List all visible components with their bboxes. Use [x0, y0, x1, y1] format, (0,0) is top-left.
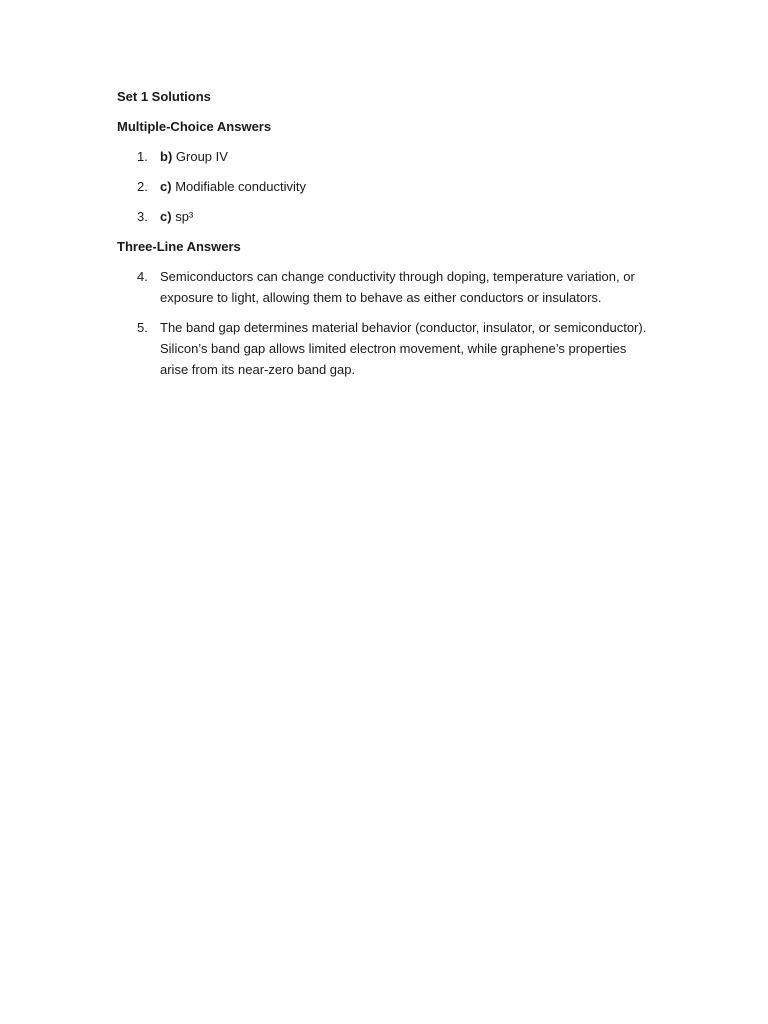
answer-text: Modifiable conductivity: [175, 179, 306, 194]
answer-option: b): [160, 149, 173, 164]
mc-heading: Multiple-Choice Answers: [117, 119, 272, 134]
item-number: 5.: [137, 320, 148, 335]
answer-text: sp³: [175, 209, 194, 224]
answer-text: The band gap determines material behavior (conductor, insulator, or semiconductor). Silicon’s band gap allows limited electron movement, while graphene’s properties arise from its near-zero band gap.: [160, 320, 647, 377]
mc-answer-item: [117, 146, 657, 167]
item-number: 4.: [137, 269, 148, 284]
mc-answer-item: [117, 176, 657, 197]
tl-answer-item: [117, 317, 657, 380]
item-number: 3.: [137, 209, 148, 224]
answer-option: c): [160, 179, 172, 194]
document-title: Set 1 Solutions: [117, 89, 211, 104]
item-number: 1.: [137, 149, 148, 164]
mc-answer-list: [117, 146, 657, 227]
tl-heading: Three-Line Answers: [117, 239, 241, 254]
answer-text: Group IV: [175, 149, 228, 164]
item-number: 2.: [137, 179, 148, 194]
answer-text: Semiconductors can change conductivity through doping, temperature variation, or exposure to light, allowing them to behave as either conductors or insulators.: [160, 269, 635, 305]
mc-answer-item: [117, 206, 657, 227]
tl-answer-item: [117, 266, 657, 308]
answer-option: c): [160, 209, 172, 224]
tl-answer-list: [117, 266, 657, 380]
document-content: [117, 86, 657, 389]
